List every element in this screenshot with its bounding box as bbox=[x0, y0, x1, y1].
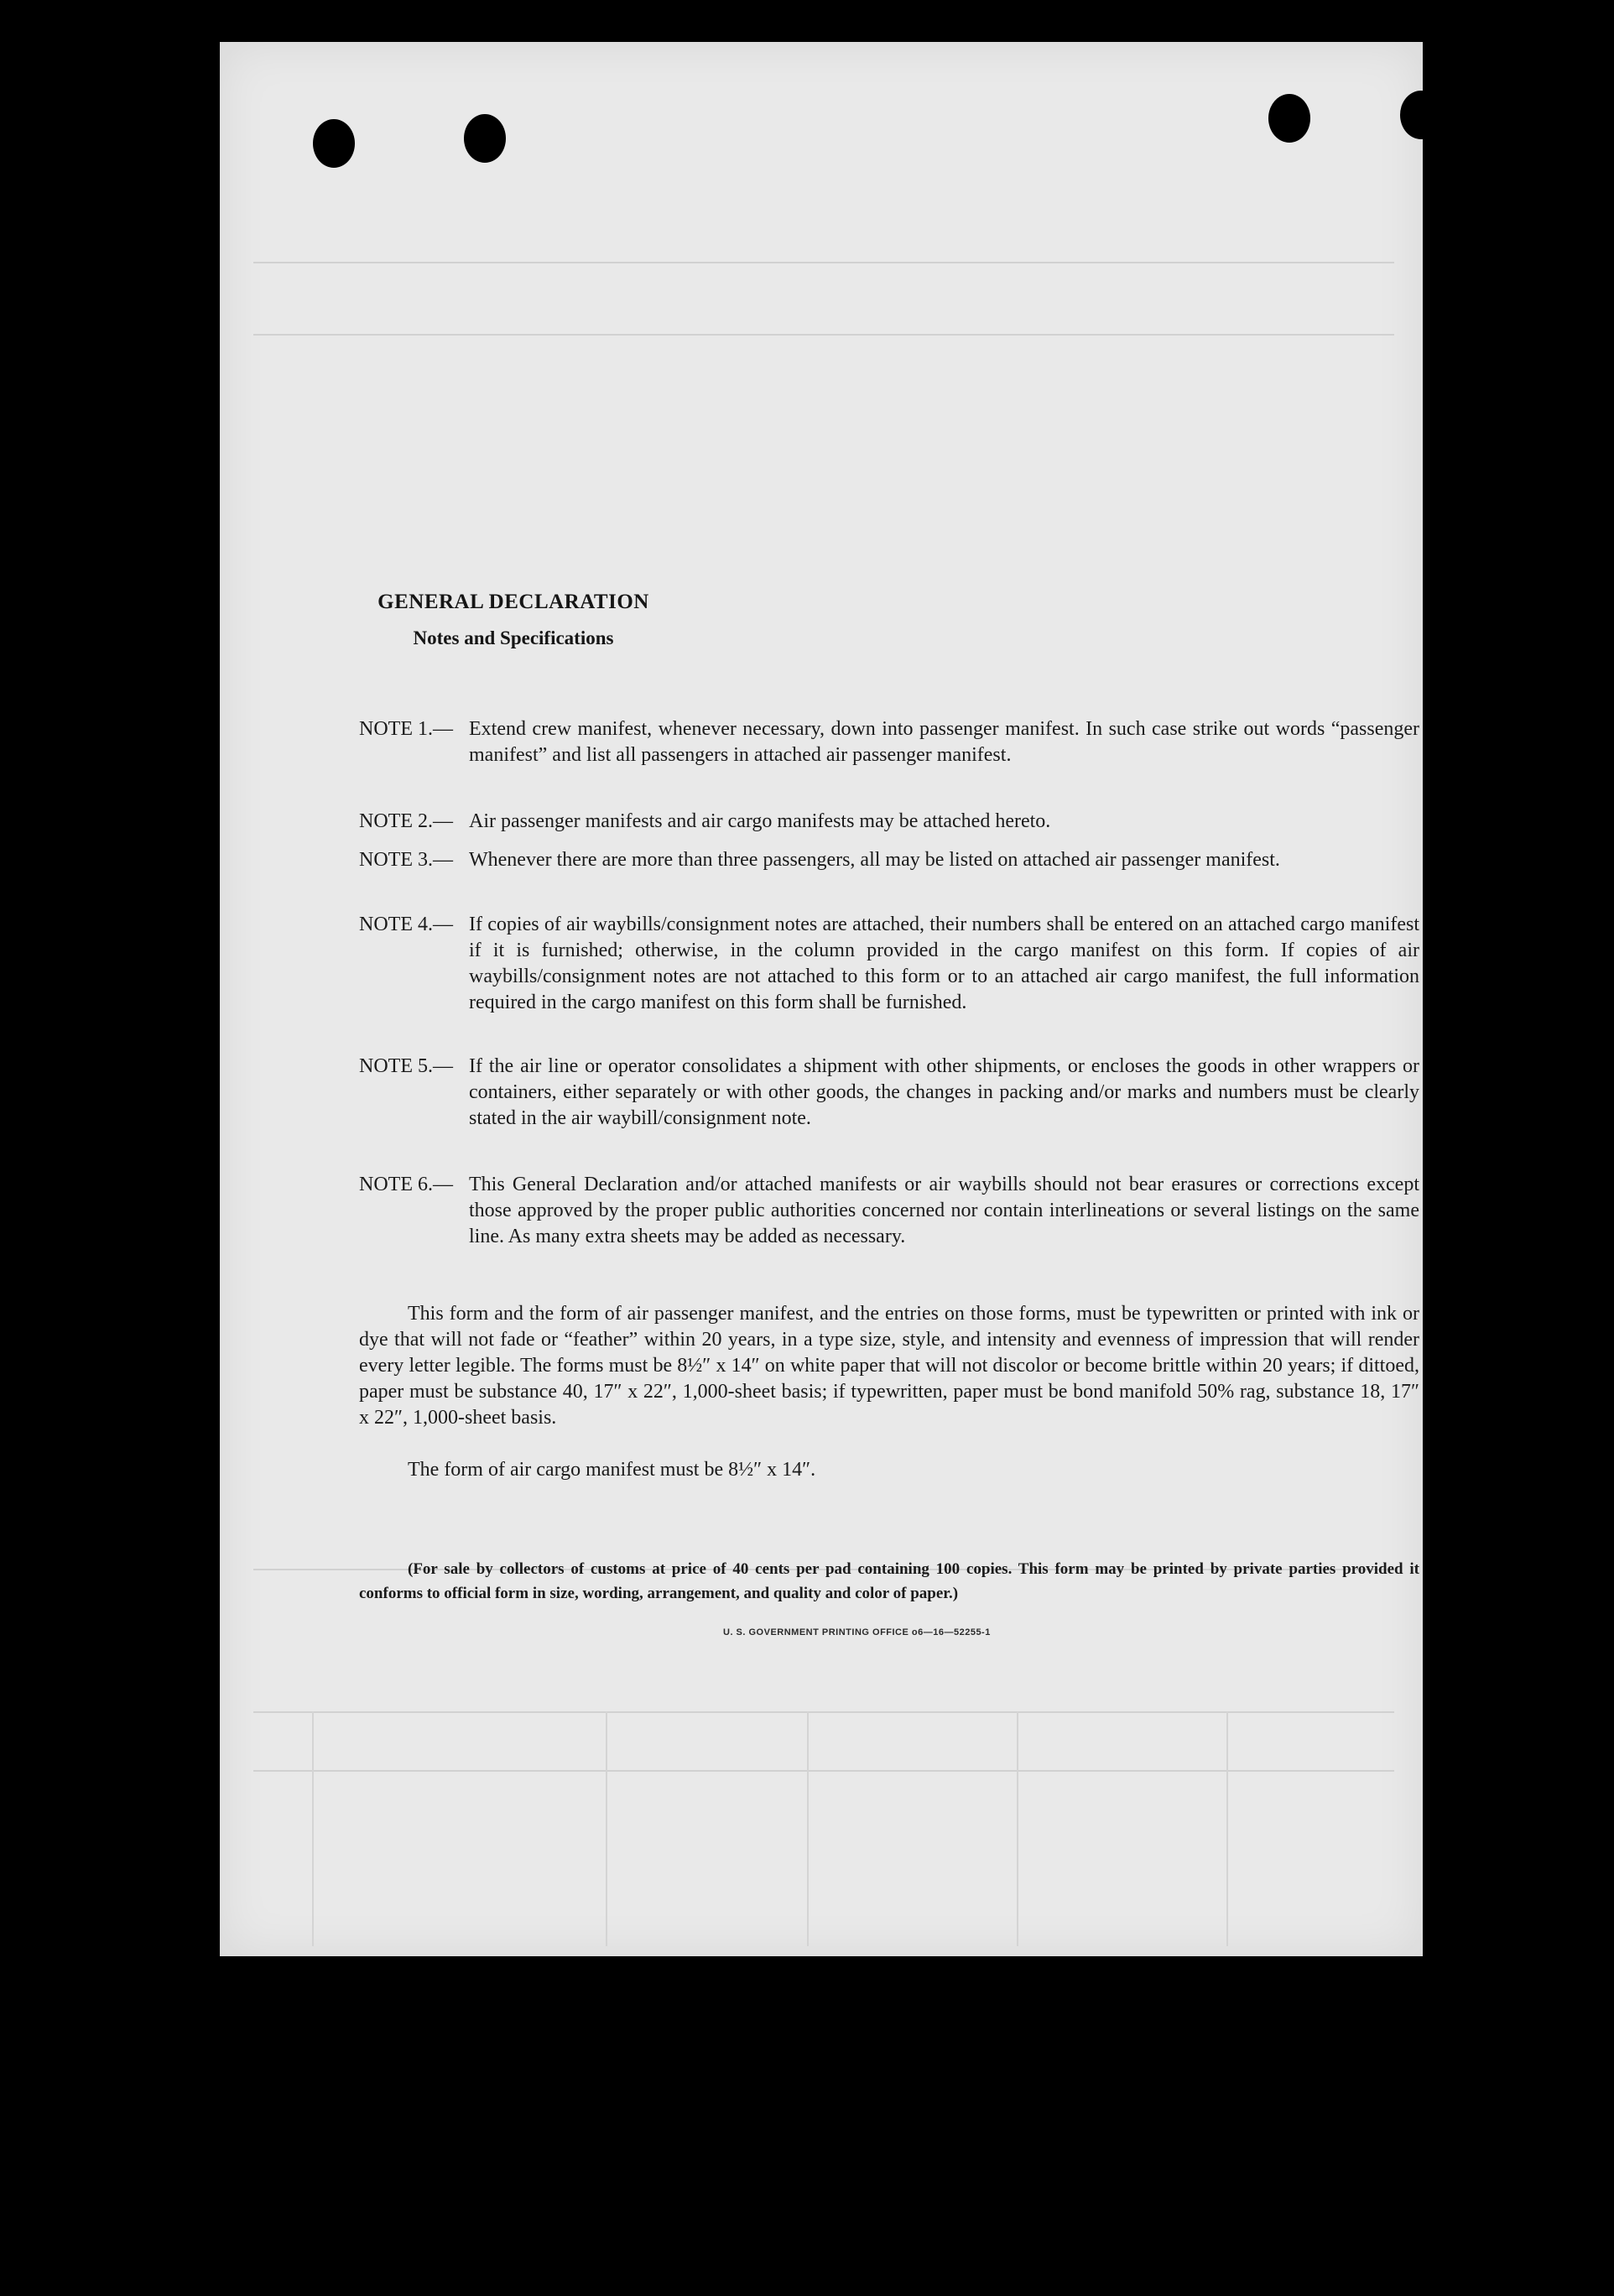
bleed-through-line bbox=[253, 262, 1394, 263]
bleed-through-line bbox=[807, 1711, 809, 1946]
note-5 bbox=[359, 1054, 1419, 1132]
printing-office-imprint: U. S. GOVERNMENT PRINTING OFFICE o6—16—52255-1 bbox=[723, 1627, 991, 1637]
bleed-through-line bbox=[253, 1711, 1394, 1713]
bleed-through-line bbox=[1017, 1711, 1018, 1946]
punch-hole-center-left bbox=[464, 114, 506, 163]
cargo-manifest-size-line: The form of air cargo manifest must be 8½″ x 14″. bbox=[408, 1459, 816, 1481]
punch-hole-center-right bbox=[1268, 94, 1310, 143]
note-text: Air passenger manifests and air cargo manifests may be attached hereto. bbox=[469, 810, 1051, 832]
note-text: Extend crew manifest, whenever necessary, down into passenger manifest. In such case strike out words “passenger manifest” and list all passengers in attached air passenger manifest. bbox=[469, 718, 1419, 766]
sale-notice: (For sale by collectors of customs at price of 40 cents per pad containing 100 copies. This form may be printed by private parties provided it conforms to official form in size, wording, arrangement, and quality and color of paper.) bbox=[359, 1560, 1419, 1602]
note-text: If copies of air waybills/consignment notes are attached, their numbers shall be entered on an attached cargo manifest if it is furnished; otherwise, in the column provided in the cargo manifest on this form. If copies of air waybills/consignment notes are not attached to this form or to an attached air cargo manifest, the full information required in the cargo manifest on this form shall be furnished. bbox=[469, 914, 1419, 1013]
note-text: If the air line or operator consolidates a shipment with other shipments, or encloses the goods in other wrappers or containers, either separately or with other goods, the changes in packing and/or marks and numbers must be clearly stated in the air waybill/consignment note. bbox=[469, 1055, 1419, 1129]
bleed-through-line bbox=[253, 1770, 1394, 1772]
note-label: NOTE 3.— bbox=[359, 849, 453, 871]
bleed-through-line bbox=[253, 334, 1394, 336]
note-label: NOTE 6.— bbox=[359, 1174, 453, 1195]
bleed-through-line bbox=[606, 1711, 607, 1946]
note-6 bbox=[359, 1172, 1419, 1250]
note-3 bbox=[359, 847, 1419, 873]
note-label: NOTE 4.— bbox=[359, 914, 453, 935]
note-label: NOTE 5.— bbox=[359, 1055, 453, 1077]
note-label: NOTE 1.— bbox=[359, 718, 453, 740]
bleed-through-line bbox=[1226, 1711, 1228, 1946]
note-2 bbox=[359, 809, 1419, 835]
note-text: This General Declaration and/or attached manifests or air waybills should not bear erasures or corrections except those approved by the proper public authorities concerned nor contain interlineations or several listings on the same line. As many extra sheets may be added as necessary. bbox=[469, 1174, 1419, 1247]
note-label: NOTE 2.— bbox=[359, 810, 453, 832]
punch-hole-left bbox=[313, 119, 355, 168]
note-text: Whenever there are more than three passengers, all may be listed on attached air passenger manifest. bbox=[469, 849, 1280, 871]
document-title: GENERAL DECLARATION bbox=[377, 591, 649, 613]
form-specification-paragraph: This form and the form of air passenger manifest, and the entries on those forms, must be typewritten or printed with ink or dye that will not fade or “feather” within 20 years, in a type size, style, and intensity and evenness of impression that will render every letter legible. The forms must be 8½″ x 14″ on white paper that will not discolor or become brittle within 20 years; if dittoed, paper must be substance 40, 17″ x 22″, 1,000-sheet basis; if typewritten, paper must be bond manifold 50% rag, substance 18, 17″ x 22″, 1,000-sheet basis. bbox=[359, 1303, 1419, 1429]
document-subtitle: Notes and Specifications bbox=[413, 627, 614, 648]
punch-hole-right bbox=[1400, 91, 1423, 139]
bleed-through-line bbox=[312, 1711, 314, 1946]
note-1 bbox=[359, 716, 1419, 768]
note-4 bbox=[359, 912, 1419, 1016]
